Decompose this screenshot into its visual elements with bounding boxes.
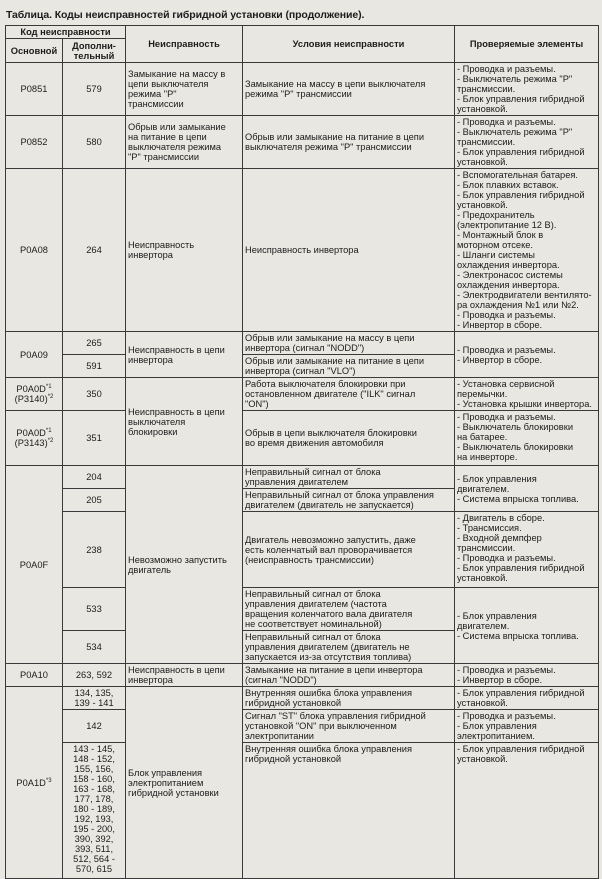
table-row — [6, 512, 599, 588]
code-main-value: P0A1D — [16, 777, 46, 788]
fault-cell: Блок управления электропитанием гибридной установки — [126, 687, 243, 879]
table-row — [6, 710, 599, 743]
footnote-mark: *2 — [47, 437, 54, 444]
condition-cell: Работа выключателя блокировки при остановленном двигателе ("ILK" сигнал "ON") — [243, 378, 455, 411]
condition-cell: Обрыв в цепи выключателя блокировки во время движения автомобиля — [243, 411, 455, 466]
condition-cell: Обрыв или замыкание на питание в цепи выключателя режима "P" трансмиссии — [243, 116, 455, 169]
code-extra: 205 — [63, 489, 126, 512]
table-row — [6, 332, 599, 355]
code-main — [6, 378, 63, 411]
header-extra: Дополни- тельный — [63, 39, 126, 63]
checked-cell: - Двигатель в сборе. - Трансмиссия. - Входной демпфер трансмиссии. - Проводка и разъемы. - Блок управления гибридной установкой. — [455, 512, 599, 588]
condition-cell: Обрыв или замыкание на массу в цепи инвертора (сигнал "NODD") — [243, 332, 455, 355]
table-row — [6, 743, 599, 879]
fault-codes-table — [5, 25, 599, 879]
header-main: Основной — [6, 39, 63, 63]
code-extra: 263, 592 — [63, 664, 126, 687]
code-extra: 351 — [63, 411, 126, 466]
table-row — [6, 169, 599, 332]
table-caption: Таблица. Коды неисправностей гибридной установки (продолжение). — [6, 9, 365, 21]
fault-cell: Неисправность в цепи инвертора — [126, 332, 243, 378]
code-extra: 143 - 145, 148 - 152, 155, 156, 158 - 160, 163 - 168, 177, 178, 180 - 189, 192, 193, 195 - 200, 390, 392, 393, 511, 512, 564 - 570, 615 — [63, 743, 126, 879]
checked-cell: - Проводка и разъемы. - Инвертор в сборе. — [455, 332, 599, 378]
checked-cell: - Проводка и разъемы. - Выключатель режима "P" трансмиссии. - Блок управления гибридной установкой. — [455, 116, 599, 169]
checked-cell: - Блок управления гибридной установкой. — [455, 743, 599, 879]
table-row — [6, 411, 599, 466]
code-extra: 264 — [63, 169, 126, 332]
footnote-mark: *3 — [45, 777, 52, 784]
table-row — [6, 588, 599, 631]
checked-cell: - Блок управления гибридной установкой. — [455, 687, 599, 710]
condition-cell: Двигатель невозможно запустить, даже есть коленчатый вал проворачивается (неисправность трансмиссии) — [243, 512, 455, 588]
checked-cell: - Проводка и разъемы. - Выключатель режима "P" трансмиссии. - Блок управления гибридной установкой. — [455, 63, 599, 116]
checked-cell: - Блок управления двигателем. - Система впрыска топлива. — [455, 466, 599, 512]
code-extra: 134, 135, 139 - 141 — [63, 687, 126, 710]
code-main: P0852 — [6, 116, 63, 169]
code-alt-value: (P3140) — [14, 394, 48, 404]
code-main — [6, 687, 63, 879]
code-extra: 591 — [63, 355, 126, 378]
checked-cell: - Блок управления двигателем. - Система впрыска топлива. — [455, 588, 599, 664]
condition-cell: Внутренняя ошибка блока управления гибридной установкой — [243, 743, 455, 879]
code-alt-value: (P3143) — [14, 438, 48, 448]
checked-cell: - Проводка и разъемы. - Блок управления электропитанием. — [455, 710, 599, 743]
footnote-mark: *1 — [45, 427, 52, 434]
condition-cell: Замыкание на массу в цепи выключателя режима "P" трансмиссии — [243, 63, 455, 116]
code-main: P0A0F — [6, 466, 63, 664]
code-main: P0A10 — [6, 664, 63, 687]
table-row — [6, 466, 599, 489]
code-main-value: P0A0D — [16, 384, 46, 394]
condition-cell: Неправильный сигнал от блока управления двигателем (двигатель не запускается из-за отсутствия топлива) — [243, 631, 455, 664]
footnote-mark: *2 — [47, 393, 54, 400]
fault-cell: Неисправность в цепи инвертора — [126, 664, 243, 687]
code-extra: 534 — [63, 631, 126, 664]
fault-cell: Неисправность инвертора — [126, 169, 243, 332]
table-row — [6, 378, 599, 411]
code-extra: 350 — [63, 378, 126, 411]
code-extra: 238 — [63, 512, 126, 588]
condition-cell: Неправильный сигнал от блока управления двигателем (двигатель не запускается) — [243, 489, 455, 512]
condition-cell: Неправильный сигнал от блока управления двигателем (частота вращения коленчатого вала двигателя не соответствует номинальной) — [243, 588, 455, 631]
condition-cell: Замыкание на питание в цепи инвертора (сигнал "NODD") — [243, 664, 455, 687]
checked-cell: - Вспомогательная батарея. - Блок плавких вставок. - Блок управления гибридной установкой. - Предохранитель (электропитание 12 В). - Монтажный блок в моторном отсеке. - Шланги системы охлаждения инвертора. - Электронасос системы охлаждения инвертора. - Электродвигатели вентилято- ра охлаждения №1 или №2. - Проводка и разъемы. - Инвертор в сборе. — [455, 169, 599, 332]
table-row — [6, 687, 599, 710]
code-extra: 533 — [63, 588, 126, 631]
code-main — [6, 411, 63, 466]
header-code-group: Код неисправности — [6, 26, 126, 39]
code-main: P0A09 — [6, 332, 63, 378]
code-extra: 142 — [63, 710, 126, 743]
header-fault: Неисправность — [126, 26, 243, 63]
fault-cell: Замыкание на массу в цепи выключателя режима "P" трансмиссии — [126, 63, 243, 116]
fault-cell: Обрыв или замыкание на питание в цепи выключателя режима "P" трансмиссии — [126, 116, 243, 169]
code-extra: 580 — [63, 116, 126, 169]
table-row — [6, 664, 599, 687]
condition-cell: Внутренняя ошибка блока управления гибридной установкой — [243, 687, 455, 710]
header-checked: Проверяемые элементы — [455, 26, 599, 63]
header-row — [6, 26, 599, 39]
code-extra: 204 — [63, 466, 126, 489]
checked-cell: - Проводка и разъемы. - Инвертор в сборе. — [455, 664, 599, 687]
code-main-value: P0A0D — [16, 428, 46, 438]
fault-cell: Невозможно запустить двигатель — [126, 466, 243, 664]
condition-cell: Сигнал "ST" блока управления гибридной установкой "ON" при выключенном электропитании — [243, 710, 455, 743]
code-extra: 579 — [63, 63, 126, 116]
condition-cell: Неисправность инвертора — [243, 169, 455, 332]
condition-cell: Обрыв или замыкание на питание в цепи инвертора (сигнал "VLO") — [243, 355, 455, 378]
code-main: P0A08 — [6, 169, 63, 332]
table-row — [6, 116, 599, 169]
condition-cell: Неправильный сигнал от блока управления двигателем — [243, 466, 455, 489]
header-conditions: Условия неисправности — [243, 26, 455, 63]
code-extra: 265 — [63, 332, 126, 355]
checked-cell: - Установка сервисной перемычки. - Установка крышки инвертора. — [455, 378, 599, 411]
checked-cell: - Проводка и разъемы. - Выключатель блокировки на батарее. - Выключатель блокировки на инверторе. — [455, 411, 599, 466]
table-row — [6, 63, 599, 116]
fault-cell: Неисправность в цепи выключателя блокировки — [126, 378, 243, 466]
footnote-mark: *1 — [45, 383, 52, 390]
code-main: P0851 — [6, 63, 63, 116]
